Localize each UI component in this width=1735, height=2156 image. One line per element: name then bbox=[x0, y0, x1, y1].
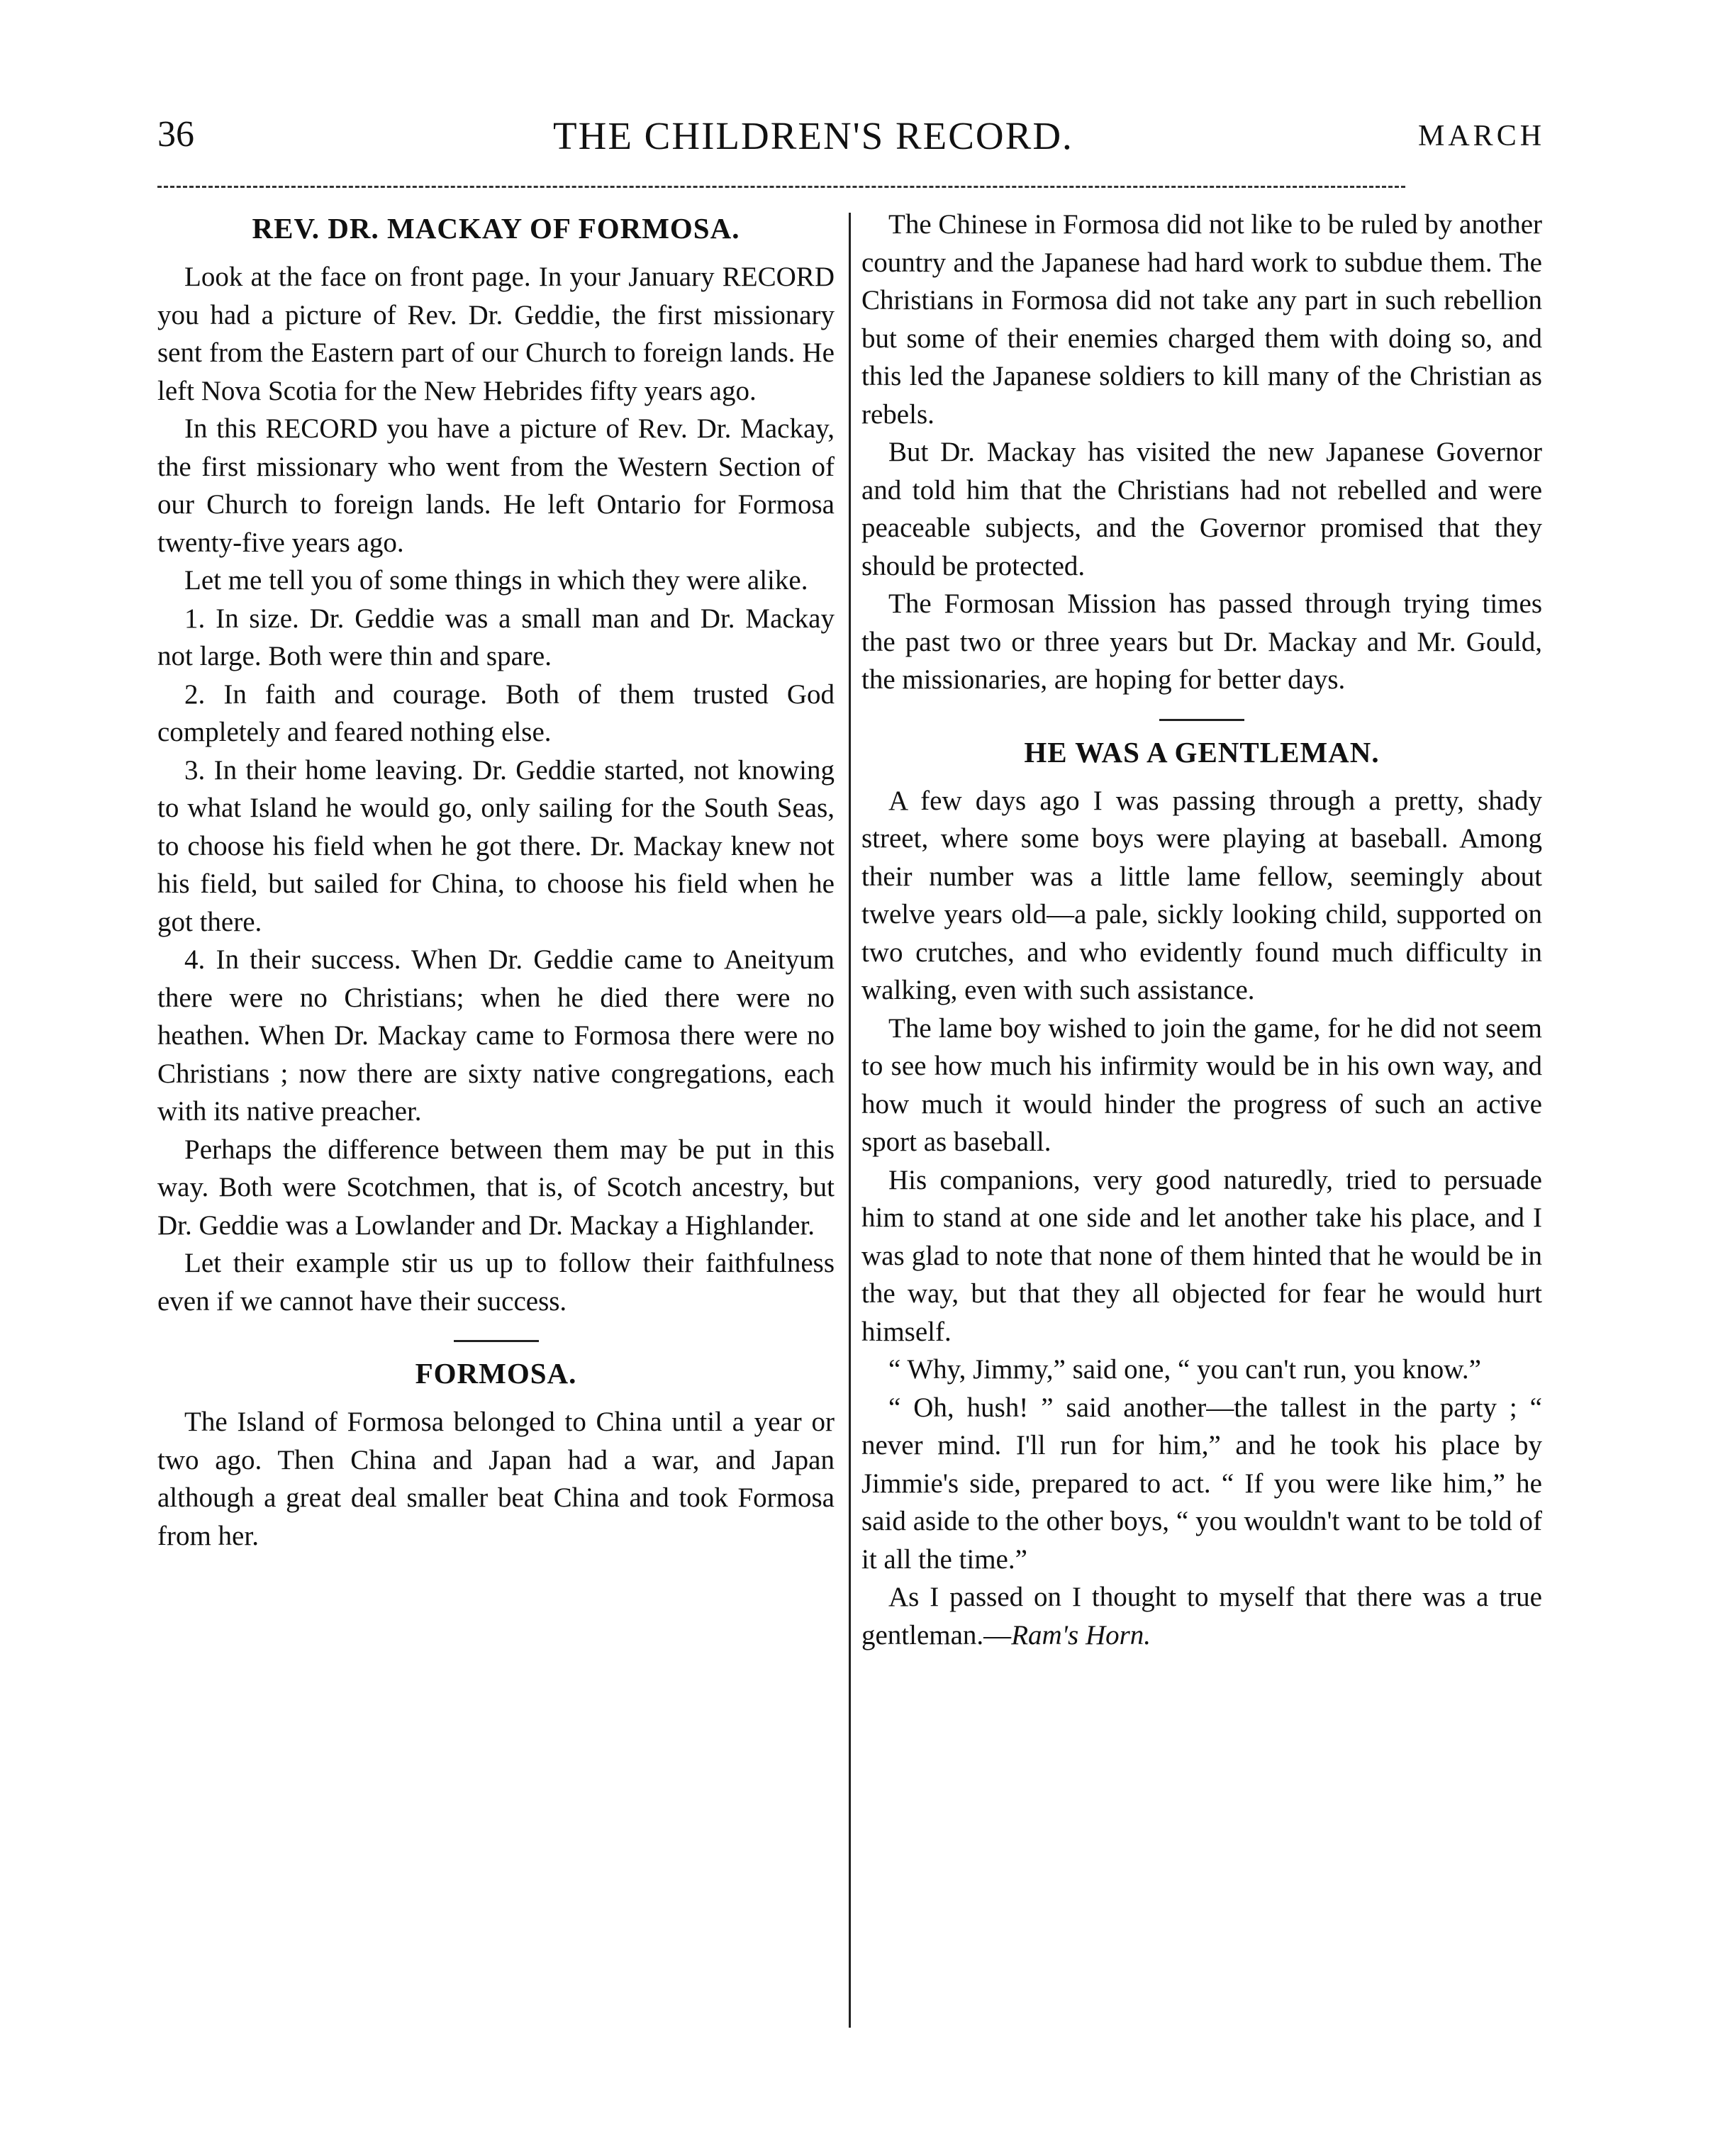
header-rule bbox=[157, 186, 1405, 188]
article-title: HE WAS A GENTLEMAN. bbox=[1024, 735, 1380, 769]
article-mackay bbox=[157, 211, 835, 1320]
paragraph: 1. In size. Dr. Geddie was a small man and Dr. Mackay not large. Both were thin and spare. bbox=[157, 603, 835, 671]
article-formosa bbox=[157, 1356, 835, 1555]
article-gentleman bbox=[861, 735, 1542, 1655]
left-column bbox=[157, 206, 835, 1555]
paragraph: A few days ago I was passing through a pretty, shady street, where some boys were playing at baseball. Among their number was a little lame fellow, seemingly about twelve years old—a pale, sickly looking child, supported on two crutches, and who evidently found much difficulty in walking, even with such assistance. bbox=[861, 785, 1542, 1005]
paragraph: The Formosan Mission has passed through trying times the past two or three years but Dr. Mackay and Mr. Gould, the missionaries, are hoping for better days. bbox=[861, 588, 1542, 695]
paragraph: The lame boy wished to join the game, for he did not seem to see how much his infirmity would be in his own way, and how much it would hinder the progress of such an active sport as baseball. bbox=[861, 1012, 1542, 1157]
closing-paragraph bbox=[861, 1578, 1542, 1654]
paragraph: Look at the face on front page. In your January RECORD you had a picture of Rev. Dr. Geddie, the first missionary sent from the Eastern part of our Church to foreign lands. He left Nova Scotia for the New Hebrides fifty years ago. bbox=[157, 262, 835, 406]
paragraph: 4. In their success. When Dr. Geddie came to Aneityum there were no Christians; when he died there were no heathen. When Dr. Mackay came to Formosa there were no Christians ; now there are sixty native congregations, each with its native preacher. bbox=[157, 944, 835, 1127]
paragraph: His companions, very good naturedly, tried to persuade him to stand at one side and let another take his place, and I was glad to note that none of them hinted that he would be in the way, but that they all objected for fear he would hurt himself. bbox=[861, 1164, 1542, 1347]
section-divider bbox=[1159, 719, 1244, 721]
paragraph: In this RECORD you have a picture of Rev. Dr. Mackay, the first missionary who went from the Western Section of our Church to foreign lands. He left Ontario for Formosa twenty-five years ago. bbox=[157, 413, 835, 558]
paragraph: 2. In faith and courage. Both of them trusted God completely and feared nothing else. bbox=[157, 678, 835, 747]
issue-month: MARCH bbox=[1418, 120, 1546, 152]
paragraph: But Dr. Mackay has visited the new Japanese Governor and told him that the Christians had not rebelled and were peaceable subjects, and the Governor promised that they should be protected. bbox=[861, 437, 1542, 581]
article-title: REV. DR. MACKAY OF FORMOSA. bbox=[252, 212, 740, 245]
right-column bbox=[861, 206, 1542, 1654]
paragraph: 3. In their home leaving. Dr. Geddie started, not knowing to what Island he would go, only sailing for the South Seas, to choose his field when he got there. Dr. Mackay knew not his field, but sailed for China, to choose his field when he got there. bbox=[157, 754, 835, 937]
attribution: Ram's Horn. bbox=[1011, 1619, 1151, 1650]
paragraph: Let me tell you of some things in which they were alike. bbox=[184, 565, 808, 596]
paragraph: The Island of Formosa belonged to China until a year or two ago. Then China and Japan had a war, and Japan although a great deal smaller beat China and took Formosa from her. bbox=[157, 1407, 835, 1551]
article-formosa-continued bbox=[861, 206, 1542, 699]
paragraph: The Chinese in Formosa did not like to be ruled by another country and the Japanese had hard work to subdue them. The Christians in Formosa did not take any part in such rebellion but some of their enemies charged them with doing so, and this led the Japanese soldiers to kill many of the Christian as rebels. bbox=[861, 209, 1542, 430]
section-divider bbox=[454, 1340, 539, 1342]
column-divider bbox=[849, 213, 851, 2028]
paragraph: “ Oh, hush! ” said another—the tallest in the party ; “ never mind. I'll run for him,” and he took his place by Jimmie's side, prepared to act. “ If you were like him,” he said aside to the other boys, “ you wouldn't want to be told of it all the time.” bbox=[861, 1392, 1542, 1575]
paragraph: “ Why, Jimmy,” said one, “ you can't run, you know.” bbox=[888, 1354, 1481, 1385]
running-title: THE CHILDREN'S RECORD. bbox=[553, 114, 1073, 157]
paragraph: Perhaps the difference between them may be put in this way. Both were Scotchmen, that is, of Scotch ancestry, but Dr. Geddie was a Lowlander and Dr. Mackay a Highlander. bbox=[157, 1134, 835, 1241]
article-title: FORMOSA. bbox=[415, 1357, 577, 1390]
paragraph-text: As I passed on I thought to myself that there was a true gentleman.— bbox=[861, 1582, 1542, 1650]
paragraph: Let their example stir us up to follow their faithfulness even if we cannot have their success. bbox=[157, 1248, 835, 1317]
page-number: 36 bbox=[157, 114, 194, 155]
